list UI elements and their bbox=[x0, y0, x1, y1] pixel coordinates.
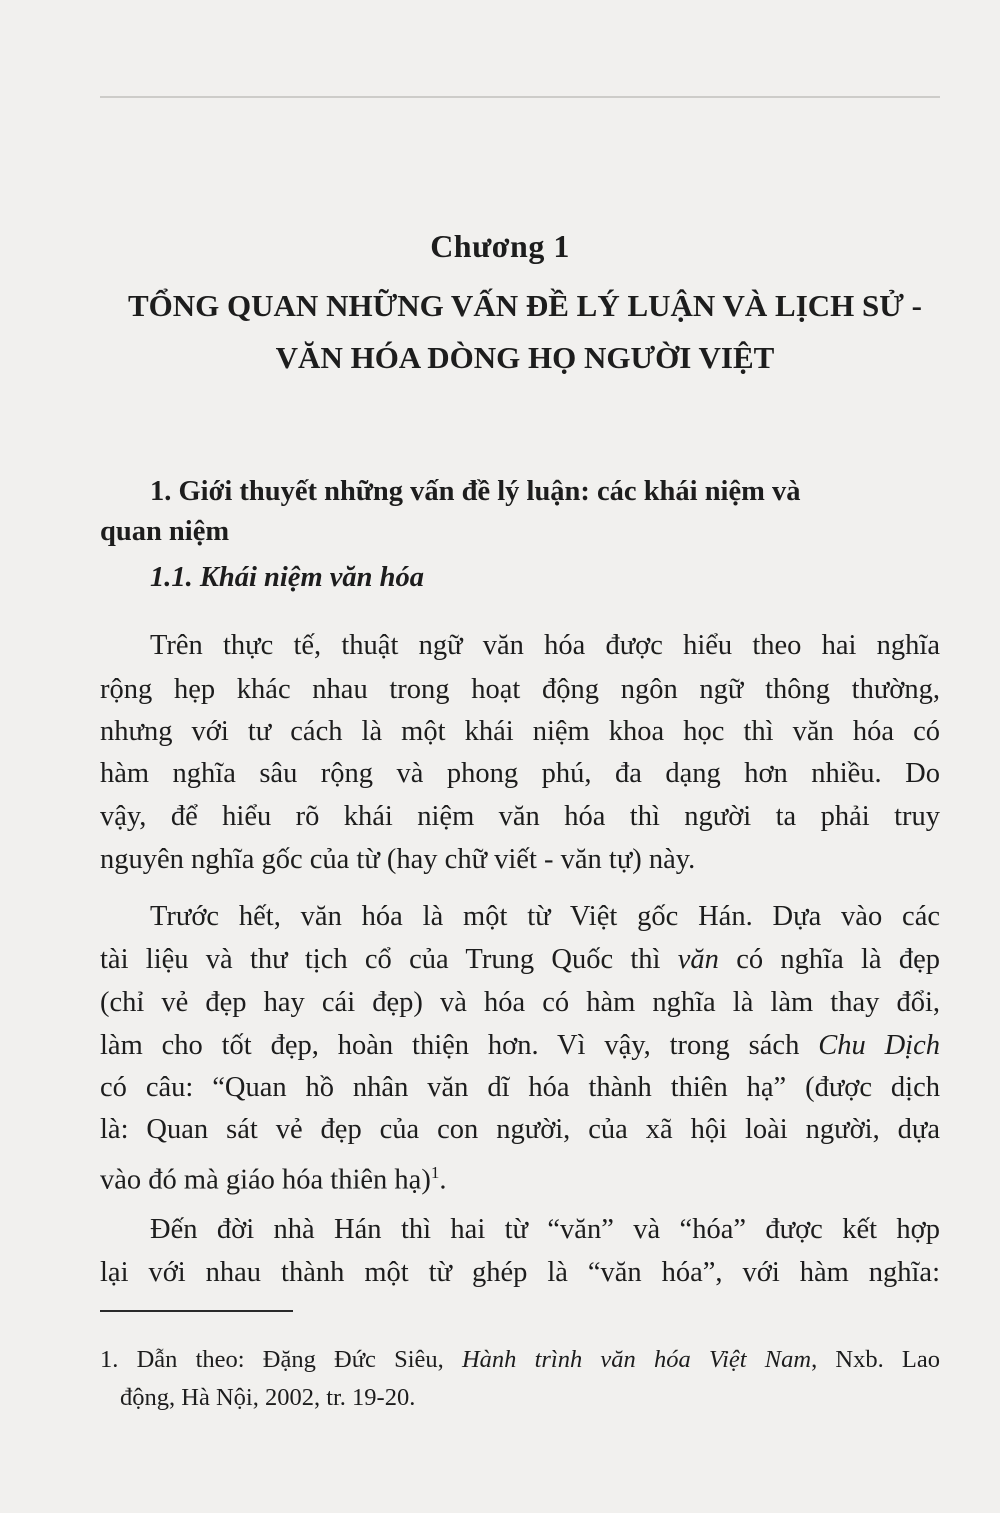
body-text: . bbox=[439, 1164, 447, 1196]
body-line: rộng hẹp khác nhau trong hoạt động ngôn ngữ thông thường, bbox=[100, 674, 940, 705]
chapter-title-line-2: VĂN HÓA DÒNG HỌ NGƯỜI VIỆT bbox=[275, 340, 775, 375]
footnote-divider bbox=[100, 1310, 293, 1312]
body-line: vậy, để hiểu rõ khái niệm văn hóa thì người ta phải truy bbox=[100, 801, 940, 832]
body-line: Trên thực tế, thuật ngữ văn hóa được hiểu theo hai nghĩa bbox=[150, 630, 940, 661]
body-line bbox=[100, 1153, 940, 1201]
body-line bbox=[100, 940, 940, 980]
italic-book-title: Chu Dịch bbox=[818, 1030, 940, 1061]
body-line: nguyên nghĩa gốc của từ (hay chữ viết - văn tự) này. bbox=[100, 844, 696, 875]
section-heading-line-1: 1. Giới thuyết những vấn đề lý luận: các khái niệm và bbox=[150, 476, 801, 507]
body-line: là: Quan sát vẻ đẹp của con người, của xã hội loài người, dựa bbox=[100, 1114, 940, 1145]
footnote-ref[interactable]: 1 bbox=[430, 1163, 440, 1182]
body-line: lại với nhau thành một từ ghép là “văn hóa”, với hàm nghĩa: bbox=[100, 1257, 940, 1288]
body-line: (chỉ vẻ đẹp hay cái đẹp) và hóa có hàm nghĩa là làm thay đổi, bbox=[100, 987, 940, 1018]
body-line: Đến đời nhà Hán thì hai từ “văn” và “hóa” được kết hợp bbox=[150, 1214, 940, 1245]
body-text: vào đó mà giáo hóa thiên hạ) bbox=[100, 1164, 431, 1196]
bleed-through-header bbox=[100, 56, 940, 98]
body-line: nhưng với tư cách là một khái niệm khoa học thì văn hóa có bbox=[100, 716, 940, 747]
chapter-label: Chương 1 bbox=[430, 228, 570, 264]
body-line: hàm nghĩa sâu rộng và phong phú, đa dạng hơn nhiều. Do bbox=[100, 758, 940, 789]
subsection-heading: 1.1. Khái niệm văn hóa bbox=[150, 562, 424, 593]
chapter-title-line-1: TỔNG QUAN NHỮNG VẤN ĐỀ LÝ LUẬN VÀ LỊCH SỬ - bbox=[128, 288, 922, 323]
body-text: tài liệu và thư tịch cổ của Trung Quốc thì bbox=[100, 944, 678, 975]
body-line bbox=[100, 1026, 940, 1066]
body-line: có câu: “Quan hồ nhân văn dĩ hóa thành thiên hạ” (được dịch bbox=[100, 1072, 940, 1103]
section-heading-line-2: quan niệm bbox=[100, 516, 230, 547]
footnote-line-1 bbox=[100, 1343, 940, 1377]
footnote-book-title: Hành trình văn hóa Việt Nam bbox=[461, 1346, 812, 1373]
footnote-line-2: động, Hà Nội, 2002, tr. 19-20. bbox=[120, 1384, 416, 1411]
footnote-text: , Nxb. Lao bbox=[811, 1346, 940, 1373]
body-line: Trước hết, văn hóa là một từ Việt gốc Hán. Dựa vào các bbox=[150, 901, 940, 932]
footnote-text: 1. Dẫn theo: Đặng Đức Siêu, bbox=[100, 1346, 462, 1373]
italic-term: văn bbox=[677, 944, 719, 975]
body-text: làm cho tốt đẹp, hoàn thiện hơn. Vì vậy, trong sách bbox=[100, 1030, 819, 1061]
body-text: có nghĩa là đẹp bbox=[718, 944, 941, 975]
